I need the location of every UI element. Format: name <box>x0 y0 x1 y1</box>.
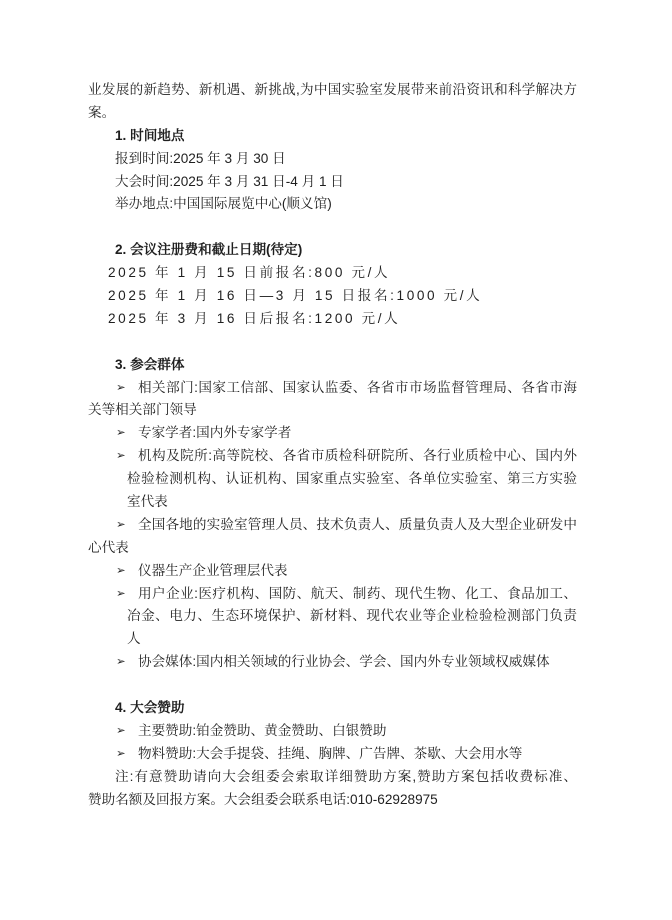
bullet-line <box>88 422 577 445</box>
text-line <box>88 399 577 422</box>
line-text: 2025 年 1 月 15 日前报名:800 元/人 <box>108 265 391 281</box>
line-text: 举办地点:中国国际展览中心(顺义馆) <box>115 196 332 212</box>
indent-line <box>88 171 577 194</box>
line-text: 物料赞助:大会手提袋、挂绳、胸牌、广告牌、茶歇、大会用水等 <box>138 745 523 761</box>
line-text: 业发展的新趋势、新机遇、新挑战,为中国实验室发展带来前沿资讯和科学解决方 <box>88 82 577 97</box>
bullet-arrow-icon: ➢ <box>116 381 126 394</box>
section-heading-line <box>88 239 577 262</box>
hang-line <box>88 605 577 628</box>
text-line <box>88 537 577 560</box>
bullet-arrow-icon: ➢ <box>116 724 126 737</box>
line-text: 冶金、电力、生态环境保护、新材料、现代农业等企业检验检测部门负责 <box>127 608 577 624</box>
text-line <box>88 102 577 125</box>
document-body <box>88 79 577 812</box>
line-text: 仪器生产企业管理层代表 <box>138 562 288 578</box>
bullet-arrow-icon: ➢ <box>116 450 126 463</box>
text-line <box>88 789 577 812</box>
bullet-line <box>88 720 577 743</box>
indent-line <box>88 193 577 216</box>
bullet-line <box>88 583 577 606</box>
section-heading-line <box>88 125 577 148</box>
hang-line <box>88 491 577 514</box>
line-text: 赞助名额及回报方案。大会组委会联系电话:010-62928975 <box>88 791 438 807</box>
line-text: 心代表 <box>88 539 129 555</box>
text-line <box>88 79 577 102</box>
line-text: 检验检测机构、认证机构、国家重点实验室、各单位实验室、第三方实验 <box>127 471 577 487</box>
line-text: 人 <box>127 631 141 647</box>
line-text: 全国各地的实验室管理人员、技术负责人、质量负责人及大型企业研发中 <box>138 516 577 532</box>
bullet-arrow-icon: ➢ <box>116 656 126 669</box>
fee-line <box>88 285 577 308</box>
line-text: 1. 时间地点 <box>115 127 185 143</box>
line-text: 4. 大会赞助 <box>115 700 185 716</box>
line-text: 大会时间:2025 年 3 月 31 日-4 月 1 日 <box>115 173 344 189</box>
hang-line <box>88 468 577 491</box>
blank-line <box>88 331 577 354</box>
indent-line <box>88 148 577 171</box>
line-text: 协会媒体:国内相关领域的行业协会、学会、国内外专业领域权威媒体 <box>138 654 550 670</box>
bullet-arrow-icon: ➢ <box>116 747 126 760</box>
section-heading-line <box>88 697 577 720</box>
line-text: 关等相关部门领导 <box>88 402 197 418</box>
section-heading-line <box>88 354 577 377</box>
line-text: 室代表 <box>127 494 168 510</box>
blank-line <box>88 674 577 697</box>
line-text: 注:有意赞助请向大会组委会索取详细赞助方案,赞助方案包括收费标准、 <box>115 768 577 784</box>
bullet-arrow-icon: ➢ <box>116 564 126 577</box>
line-text: 2025 年 1 月 16 日—3 月 15 日报名:1000 元/人 <box>108 288 483 304</box>
bullet-arrow-icon: ➢ <box>116 518 126 531</box>
line-text: 案。 <box>88 104 116 120</box>
fee-line <box>88 308 577 331</box>
hang-line <box>88 628 577 651</box>
bullet-line <box>88 560 577 583</box>
line-text: 专家学者:国内外专家学者 <box>138 425 292 441</box>
fee-line <box>88 262 577 285</box>
note-line <box>88 766 577 789</box>
line-text: 用户企业:医疗机构、国防、航天、制药、现代生物、化工、食品加工、 <box>138 585 577 601</box>
line-text: 3. 参会群体 <box>115 356 185 372</box>
line-text: 2. 会议注册费和截止日期(待定) <box>115 242 303 258</box>
line-text: 主要赞助:铂金赞助、黄金赞助、白银赞助 <box>138 722 387 738</box>
bullet-line <box>88 651 577 674</box>
line-text: 相关部门:国家工信部、国家认监委、各省市市场监督管理局、各省市海 <box>138 379 577 395</box>
line-text: 2025 年 3 月 16 日后报名:1200 元/人 <box>108 310 401 326</box>
bullet-line <box>88 743 577 766</box>
bullet-arrow-icon: ➢ <box>116 427 126 440</box>
line-text: 机构及院所:高等院校、各省市质检科研院所、各行业质检中心、国内外 <box>138 448 577 464</box>
bullet-line <box>88 445 577 468</box>
line-text: 报到时间:2025 年 3 月 30 日 <box>115 150 286 166</box>
bullet-line <box>88 377 577 400</box>
bullet-line <box>88 514 577 537</box>
bullet-arrow-icon: ➢ <box>116 587 126 600</box>
blank-line <box>88 216 577 239</box>
